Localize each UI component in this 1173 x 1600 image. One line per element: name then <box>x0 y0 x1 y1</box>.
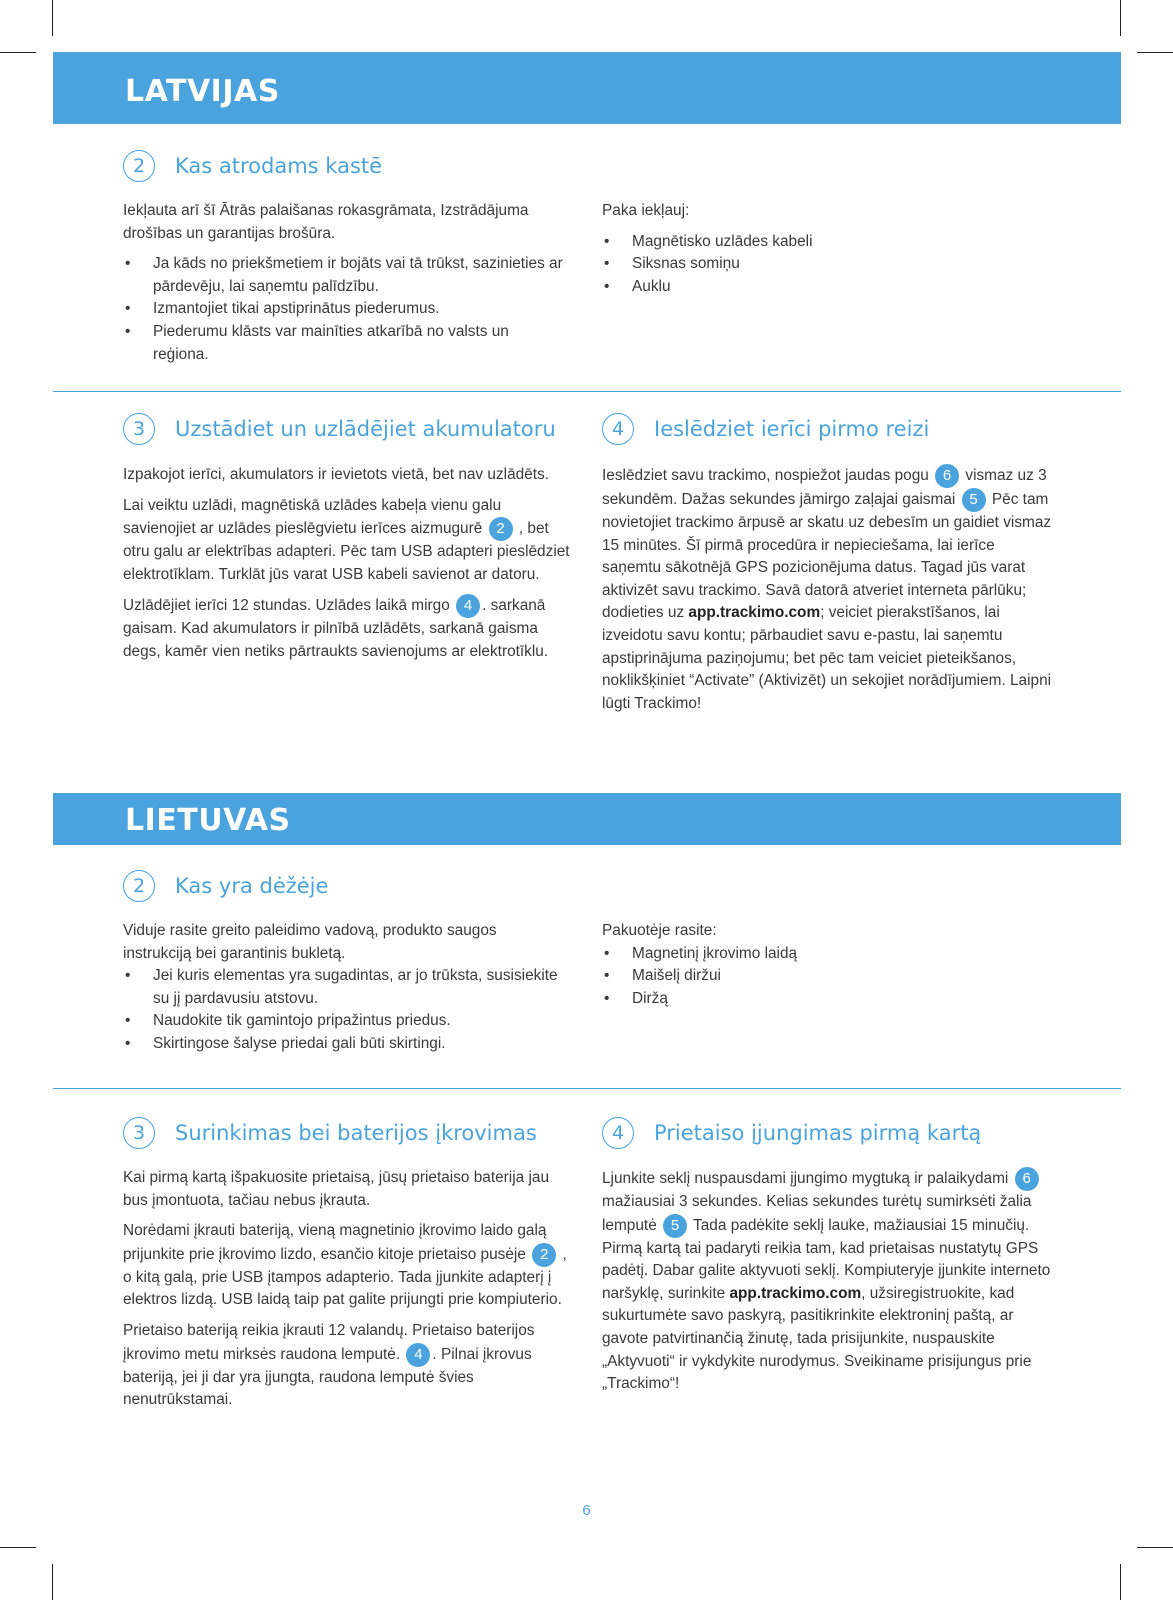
section-title: Kas atrodams kastē <box>175 154 383 178</box>
number-badge: 4 <box>406 1343 430 1367</box>
section-number: 3 <box>123 413 155 445</box>
number-badge: 2 <box>489 517 513 541</box>
section-title: Ieslēdziet ierīci pirmo reizi <box>654 417 930 441</box>
list-item: • Naudokite tik gamintojo pripažintus priedus. <box>123 1010 563 1033</box>
section-title: Surinkimas bei baterijos įkrovimas <box>175 1121 537 1145</box>
number-badge: 2 <box>532 1243 556 1267</box>
section-number: 2 <box>123 870 155 902</box>
lt-section-3-body <box>123 1167 573 1420</box>
crop-mark <box>1137 1547 1173 1548</box>
lt-section-2-right <box>602 920 1062 1010</box>
intro-text: Pakuotėje rasite: <box>602 922 717 939</box>
list-item: • Jei kuris elementas yra sugadintas, ar jo trūksta, susisiekite su jį pardavusiu atstovu. <box>123 965 563 1010</box>
intro-text: Iekļauta arī šī Ātrās palaišanas rokasgrāmata, Izstrādājuma drošības un garantijas brošūra. <box>123 202 529 242</box>
paragraph: Uzlādējiet ierīci 12 stundas. Uzlādes laikā mirgo 4 . sarkanā gaisam. Kad akumulators ir pilnībā uzlādēts, sarkanā gaisma degs, kamēr vien netiks pārtraukts savienojums ar elektrotīklu. <box>123 594 573 663</box>
lt-section-3-heading <box>123 1117 537 1149</box>
lt-section-4-heading <box>602 1117 981 1149</box>
crop-mark <box>0 1547 36 1548</box>
section-title: Uzstādiet un uzlādējiet akumulatoru <box>175 417 556 441</box>
number-badge: 6 <box>935 464 959 488</box>
paragraph: Kai pirmą kartą išpakuosite prietaisą, jūsų prietaiso baterija jau bus įmontuota, tačiau nebus įkrauta. <box>123 1169 550 1209</box>
bullet-list <box>602 231 1062 299</box>
crop-mark <box>1120 0 1121 36</box>
website-link[interactable]: app.trackimo.com <box>688 604 821 622</box>
number-badge: 6 <box>1015 1167 1039 1191</box>
list-item: • Siksnas somiņu <box>602 253 1062 276</box>
bullet-list <box>602 943 1062 1011</box>
section-title: Kas yra dėžėje <box>175 874 329 898</box>
lv-section-4-heading <box>602 413 929 445</box>
intro-text: Viduje rasite greito paleidimo vadovą, produkto saugos instrukciją bei garantinis bukletą. <box>123 922 497 962</box>
lt-section-4-body <box>602 1167 1057 1404</box>
lv-section-4-body <box>602 464 1057 723</box>
list-item: • Izmantojiet tikai apstiprinātus piederumus. <box>123 298 563 321</box>
intro-text: Paka iekļauj: <box>602 202 690 219</box>
number-badge: 5 <box>663 1214 687 1238</box>
lithuanian-banner <box>53 793 1121 845</box>
crop-mark <box>0 52 36 53</box>
section-number: 4 <box>602 1117 634 1149</box>
list-item: • Diržą <box>602 988 1062 1011</box>
page-number: 6 <box>582 1502 591 1519</box>
section-divider <box>53 1088 1121 1089</box>
lt-section-2-left <box>123 920 563 1056</box>
bullet-list <box>123 253 563 366</box>
lv-section-3-body <box>123 464 573 672</box>
list-item: • Magnētisko uzlādes kabeli <box>602 231 1062 254</box>
list-item: • Magnetinį įkrovimo laidą <box>602 943 1062 966</box>
latvian-title: LATVIJAS <box>125 74 280 109</box>
paragraph: Izpakojot ierīci, akumulators ir ievietots vietā, bet nav uzlādēts. <box>123 466 550 483</box>
paragraph: Norėdami įkrauti bateriją, vieną magnetinio įkrovimo laido galą prijunkite prie įkrovimo lizdo, esančio kitoje prietaiso pusėje 2 , o kitą galą, prie USB įtampos adapterio. Tada įjunkite adapterį į elektros lizdą. USB laidą taip pat galite prijungti prie kompiuterio. <box>123 1222 567 1309</box>
section-number: 4 <box>602 413 634 445</box>
list-item: • Maišelį diržui <box>602 965 1062 988</box>
section-title: Prietaiso įjungimas pirmą kartą <box>654 1121 982 1145</box>
paragraph: Ljunkite seklį nuspausdami įjungimo mygtuką ir palaikydami 6 mažiausiai 3 sekundes. Kelias sekundes turėtų sumirksėti žalia lemputė 5 Tada padėkite seklį lauke, mažiausiai 15 minučių. Pirmą kartą tai padaryti reikia tam, kad prietaisas nustatytų GPS padėtį. Dabar galite aktyvuoti seklį. Kompiuteryje įjunkite interneto naršyklę, surinkite app.trackimo.com, užsiregistruokite, kad sukurtumėte savo paskyrą, pasitikrinkite elektroninį paštą, ar gavote patvirtinančią žinutę, tada prisijunkite, nuspauskite „Aktyvuoti“ ir vykdykite nurodymus. Sveikiname prisijungus prie „Trackimo“! <box>602 1167 1057 1396</box>
lv-section-3-heading <box>123 413 556 445</box>
lithuanian-title: LIETUVAS <box>125 803 291 838</box>
paragraph: Prietaiso bateriją reikia įkrauti 12 valandų. Prietaiso baterijos įkrovimo metu mirksės raudona lemputė. 4 . Pilnai įkrovus bateriją, jei ji dar yra įjungta, raudona lemputė švies nenutrūkstamai. <box>123 1321 535 1409</box>
lv-section-2-heading <box>123 150 382 182</box>
bullet-list <box>123 965 563 1055</box>
lt-section-2-heading <box>123 870 328 902</box>
crop-mark <box>1120 1564 1121 1600</box>
paragraph: Ieslēdziet savu trackimo, nospiežot jaudas pogu 6 vismaz uz 3 sekundēm. Dažas sekundes jāmirgo zaļajai gaismai 5 Pēc tam novietojiet trackimo ārpusē ar skatu uz debesīm un gaidiet vismaz 15 minūtes. Šī pirmā procedūra ir nepieciešama, lai ierīce saņemtu sākotnējā GPS pozicionējuma datus. Tagad jūs varat aktivizēt savu trackimo. Savā datorā atveriet interneta pārlūku; dodieties uz app.trackimo.com; veiciet pierakstīšanos, lai izveidotu savu kontu; pārbaudiet savu e-pastu, lai saņemtu apstiprinājuma paziņojumu; bet pēc tam veiciet pieteikšanos, noklikšķiniet “Activate” (Aktivizēt) un sekojiet norādījumiem. Laipni lūgti Trackimo! <box>602 464 1057 715</box>
latvian-banner <box>53 52 1121 124</box>
list-item: • Ja kāds no priekšmetiem ir bojāts vai tā trūkst, sazinieties ar pārdevēju, lai saņemtu palīdzību. <box>123 253 563 298</box>
number-badge: 4 <box>456 594 480 618</box>
website-link[interactable]: app.trackimo.com <box>729 1284 862 1302</box>
crop-mark <box>52 1564 53 1600</box>
lv-section-2-right <box>602 200 1062 298</box>
section-number: 3 <box>123 1117 155 1149</box>
lv-section-2-left <box>123 200 563 366</box>
paragraph: Lai veiktu uzlādi, magnētiskā uzlādes kabeļa vienu galu savienojiet ar uzlādes pieslēgvietu ierīces aizmugurē 2 , bet otru galu ar elektrības adapteri. Pēc tam USB adapteri pieslēdziet elektrotīklam. Turklāt jūs varat USB kabeli savienot ar datoru. <box>123 496 570 583</box>
section-divider <box>53 391 1121 392</box>
list-item: • Piederumu klāsts var mainīties atkarībā no valsts un reģiona. <box>123 321 563 366</box>
section-number: 2 <box>123 150 155 182</box>
number-badge: 5 <box>962 488 986 512</box>
crop-mark <box>52 0 53 36</box>
list-item: • Auklu <box>602 276 1062 299</box>
crop-mark <box>1137 52 1173 53</box>
list-item: • Skirtingose šalyse priedai gali būti skirtingi. <box>123 1033 563 1056</box>
